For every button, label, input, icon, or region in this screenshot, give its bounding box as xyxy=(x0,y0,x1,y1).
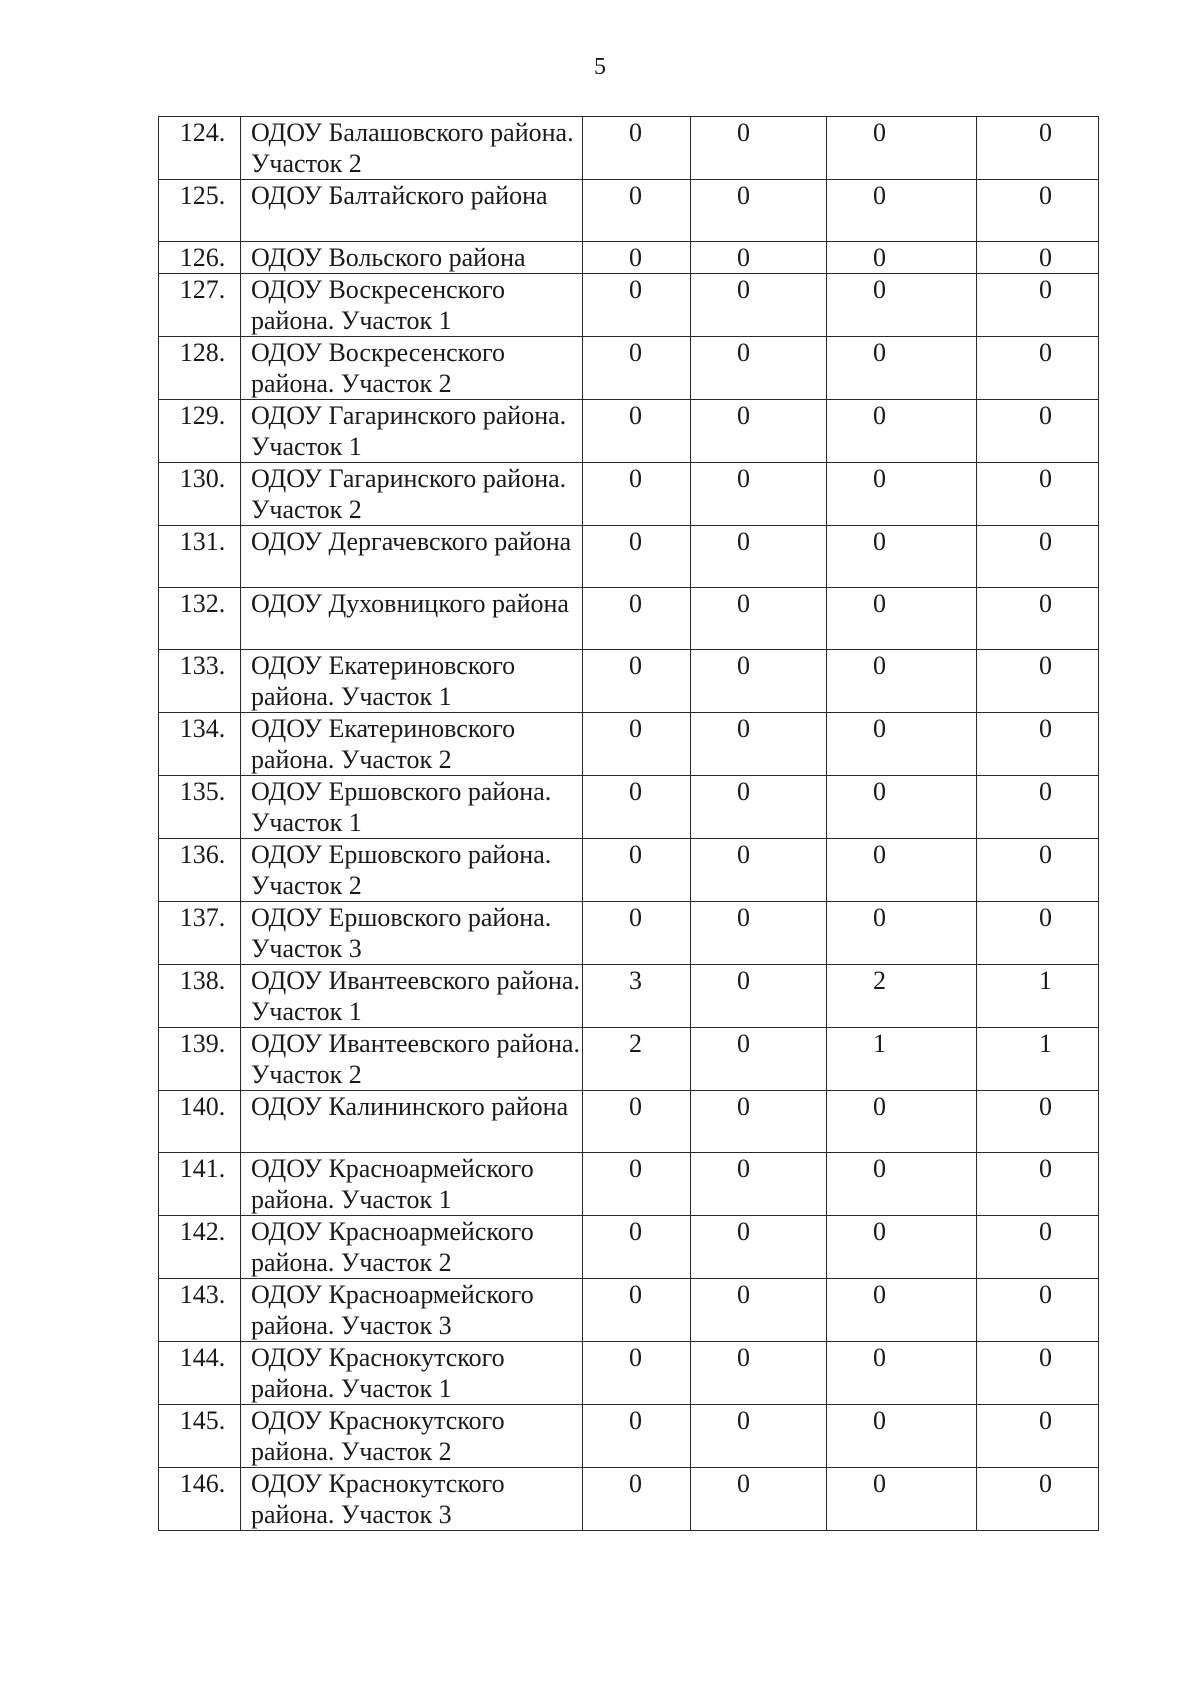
row-value-1-cell: 0 xyxy=(583,588,691,650)
row-value-3-cell: 0 xyxy=(827,242,977,274)
row-value-4-cell: 0 xyxy=(977,776,1099,839)
row-value-3-cell: 1 xyxy=(827,1028,977,1091)
table-row xyxy=(159,650,1099,713)
table-row xyxy=(159,1342,1099,1405)
table-row xyxy=(159,839,1099,902)
row-name-cell: ОДОУ Воскресенского района. Участок 2 xyxy=(241,337,583,400)
table-row xyxy=(159,180,1099,242)
row-number-cell: 144. xyxy=(159,1342,241,1405)
row-value-2-cell: 0 xyxy=(691,1091,827,1153)
row-value-1-cell: 2 xyxy=(583,1028,691,1091)
row-value-4-cell: 0 xyxy=(977,242,1099,274)
row-name-cell: ОДОУ Красноармейского района. Участок 3 xyxy=(241,1279,583,1342)
row-value-3-cell: 0 xyxy=(827,839,977,902)
row-name-cell: ОДОУ Вольского района xyxy=(241,242,583,274)
row-value-1-cell: 0 xyxy=(583,902,691,965)
row-value-2-cell: 0 xyxy=(691,1279,827,1342)
row-value-3-cell: 0 xyxy=(827,1153,977,1216)
table-row xyxy=(159,1028,1099,1091)
row-value-3-cell: 0 xyxy=(827,1279,977,1342)
row-name-cell: ОДОУ Ивантеевского района. Участок 1 xyxy=(241,965,583,1028)
row-name-cell: ОДОУ Балашовского района. Участок 2 xyxy=(241,117,583,180)
row-value-4-cell: 0 xyxy=(977,274,1099,337)
row-number-cell: 130. xyxy=(159,463,241,526)
row-value-4-cell: 0 xyxy=(977,650,1099,713)
page-number: 5 xyxy=(594,54,606,80)
row-value-2-cell: 0 xyxy=(691,1405,827,1468)
row-name-cell: ОДОУ Калининского района xyxy=(241,1091,583,1153)
table-row xyxy=(159,1468,1099,1531)
row-name-cell: ОДОУ Гагаринского района. Участок 1 xyxy=(241,400,583,463)
row-value-2-cell: 0 xyxy=(691,1342,827,1405)
row-value-1-cell: 0 xyxy=(583,1091,691,1153)
row-value-4-cell: 0 xyxy=(977,588,1099,650)
row-value-3-cell: 0 xyxy=(827,1342,977,1405)
row-value-4-cell: 1 xyxy=(977,1028,1099,1091)
row-value-4-cell: 0 xyxy=(977,337,1099,400)
row-value-4-cell: 0 xyxy=(977,1468,1099,1531)
row-value-2-cell: 0 xyxy=(691,274,827,337)
row-number-cell: 126. xyxy=(159,242,241,274)
row-number-cell: 135. xyxy=(159,776,241,839)
row-value-4-cell: 1 xyxy=(977,965,1099,1028)
row-value-1-cell: 0 xyxy=(583,274,691,337)
row-value-2-cell: 0 xyxy=(691,588,827,650)
table-row xyxy=(159,463,1099,526)
row-value-2-cell: 0 xyxy=(691,1153,827,1216)
row-value-4-cell: 0 xyxy=(977,526,1099,588)
row-name-cell: ОДОУ Красноармейского района. Участок 1 xyxy=(241,1153,583,1216)
row-value-4-cell: 0 xyxy=(977,463,1099,526)
row-name-cell: ОДОУ Ершовского района. Участок 2 xyxy=(241,839,583,902)
row-value-4-cell: 0 xyxy=(977,1342,1099,1405)
table-row xyxy=(159,1216,1099,1279)
row-value-1-cell: 0 xyxy=(583,1468,691,1531)
data-table xyxy=(158,116,1099,1531)
row-number-cell: 127. xyxy=(159,274,241,337)
row-value-2-cell: 0 xyxy=(691,1028,827,1091)
row-value-3-cell: 0 xyxy=(827,117,977,180)
row-value-1-cell: 0 xyxy=(583,776,691,839)
table-row xyxy=(159,965,1099,1028)
table-row xyxy=(159,337,1099,400)
row-number-cell: 138. xyxy=(159,965,241,1028)
row-name-cell: ОДОУ Екатериновского района. Участок 1 xyxy=(241,650,583,713)
row-value-3-cell: 0 xyxy=(827,776,977,839)
row-name-cell: ОДОУ Ершовского района. Участок 3 xyxy=(241,902,583,965)
row-value-1-cell: 0 xyxy=(583,1342,691,1405)
row-value-4-cell: 0 xyxy=(977,1216,1099,1279)
row-number-cell: 131. xyxy=(159,526,241,588)
row-value-1-cell: 0 xyxy=(583,839,691,902)
row-value-1-cell: 0 xyxy=(583,1279,691,1342)
row-number-cell: 137. xyxy=(159,902,241,965)
row-value-4-cell: 0 xyxy=(977,839,1099,902)
row-number-cell: 141. xyxy=(159,1153,241,1216)
row-value-1-cell: 0 xyxy=(583,337,691,400)
row-value-4-cell: 0 xyxy=(977,902,1099,965)
row-value-3-cell: 0 xyxy=(827,274,977,337)
row-number-cell: 140. xyxy=(159,1091,241,1153)
row-value-2-cell: 0 xyxy=(691,337,827,400)
table-row xyxy=(159,117,1099,180)
table-row xyxy=(159,776,1099,839)
row-name-cell: ОДОУ Краснокутского района. Участок 1 xyxy=(241,1342,583,1405)
row-value-2-cell: 0 xyxy=(691,776,827,839)
row-value-3-cell: 0 xyxy=(827,463,977,526)
row-value-4-cell: 0 xyxy=(977,180,1099,242)
row-value-1-cell: 0 xyxy=(583,400,691,463)
table-row xyxy=(159,242,1099,274)
row-value-4-cell: 0 xyxy=(977,713,1099,776)
row-value-4-cell: 0 xyxy=(977,1279,1099,1342)
table-row xyxy=(159,902,1099,965)
row-number-cell: 132. xyxy=(159,588,241,650)
row-value-3-cell: 0 xyxy=(827,713,977,776)
row-value-2-cell: 0 xyxy=(691,526,827,588)
table-row xyxy=(159,1279,1099,1342)
row-value-2-cell: 0 xyxy=(691,463,827,526)
row-number-cell: 125. xyxy=(159,180,241,242)
row-value-3-cell: 0 xyxy=(827,588,977,650)
table-body xyxy=(159,117,1099,1531)
row-value-4-cell: 0 xyxy=(977,1405,1099,1468)
row-value-3-cell: 0 xyxy=(827,1468,977,1531)
row-value-1-cell: 0 xyxy=(583,117,691,180)
row-value-1-cell: 0 xyxy=(583,180,691,242)
row-name-cell: ОДОУ Дергачевского района xyxy=(241,526,583,588)
row-number-cell: 136. xyxy=(159,839,241,902)
row-value-2-cell: 0 xyxy=(691,117,827,180)
row-name-cell: ОДОУ Красноармейского района. Участок 2 xyxy=(241,1216,583,1279)
row-value-2-cell: 0 xyxy=(691,242,827,274)
row-value-1-cell: 0 xyxy=(583,463,691,526)
row-number-cell: 143. xyxy=(159,1279,241,1342)
row-name-cell: ОДОУ Духовницкого района xyxy=(241,588,583,650)
table-row xyxy=(159,1405,1099,1468)
row-value-3-cell: 0 xyxy=(827,337,977,400)
row-value-3-cell: 0 xyxy=(827,400,977,463)
row-value-1-cell: 0 xyxy=(583,1153,691,1216)
row-value-2-cell: 0 xyxy=(691,400,827,463)
row-value-3-cell: 0 xyxy=(827,180,977,242)
row-value-1-cell: 0 xyxy=(583,242,691,274)
row-value-4-cell: 0 xyxy=(977,1091,1099,1153)
row-number-cell: 145. xyxy=(159,1405,241,1468)
row-name-cell: ОДОУ Балтайского района xyxy=(241,180,583,242)
row-name-cell: ОДОУ Краснокутского района. Участок 3 xyxy=(241,1468,583,1531)
row-value-3-cell: 0 xyxy=(827,650,977,713)
row-number-cell: 129. xyxy=(159,400,241,463)
row-name-cell: ОДОУ Краснокутского района. Участок 2 xyxy=(241,1405,583,1468)
table-row xyxy=(159,274,1099,337)
row-value-1-cell: 0 xyxy=(583,1216,691,1279)
row-name-cell: ОДОУ Воскресенского района. Участок 1 xyxy=(241,274,583,337)
row-value-2-cell: 0 xyxy=(691,902,827,965)
row-name-cell: ОДОУ Ивантеевского района. Участок 2 xyxy=(241,1028,583,1091)
row-value-2-cell: 0 xyxy=(691,965,827,1028)
table-row xyxy=(159,400,1099,463)
table-row xyxy=(159,588,1099,650)
row-number-cell: 139. xyxy=(159,1028,241,1091)
row-value-2-cell: 0 xyxy=(691,650,827,713)
row-value-3-cell: 2 xyxy=(827,965,977,1028)
row-value-4-cell: 0 xyxy=(977,1153,1099,1216)
row-value-3-cell: 0 xyxy=(827,1091,977,1153)
row-value-1-cell: 0 xyxy=(583,650,691,713)
row-name-cell: ОДОУ Гагаринского района. Участок 2 xyxy=(241,463,583,526)
row-value-3-cell: 0 xyxy=(827,526,977,588)
row-value-2-cell: 0 xyxy=(691,180,827,242)
row-value-1-cell: 3 xyxy=(583,965,691,1028)
row-value-1-cell: 0 xyxy=(583,1405,691,1468)
table-row xyxy=(159,526,1099,588)
table-row xyxy=(159,1153,1099,1216)
row-number-cell: 128. xyxy=(159,337,241,400)
row-name-cell: ОДОУ Екатериновского района. Участок 2 xyxy=(241,713,583,776)
row-value-1-cell: 0 xyxy=(583,713,691,776)
row-value-2-cell: 0 xyxy=(691,839,827,902)
row-value-1-cell: 0 xyxy=(583,526,691,588)
table-row xyxy=(159,713,1099,776)
row-number-cell: 134. xyxy=(159,713,241,776)
row-value-2-cell: 0 xyxy=(691,1216,827,1279)
row-name-cell: ОДОУ Ершовского района. Участок 1 xyxy=(241,776,583,839)
row-value-3-cell: 0 xyxy=(827,1216,977,1279)
row-value-4-cell: 0 xyxy=(977,117,1099,180)
row-value-2-cell: 0 xyxy=(691,1468,827,1531)
table-row xyxy=(159,1091,1099,1153)
row-value-2-cell: 0 xyxy=(691,713,827,776)
row-value-4-cell: 0 xyxy=(977,400,1099,463)
row-value-3-cell: 0 xyxy=(827,902,977,965)
row-number-cell: 124. xyxy=(159,117,241,180)
row-number-cell: 142. xyxy=(159,1216,241,1279)
row-number-cell: 133. xyxy=(159,650,241,713)
row-number-cell: 146. xyxy=(159,1468,241,1531)
row-value-3-cell: 0 xyxy=(827,1405,977,1468)
